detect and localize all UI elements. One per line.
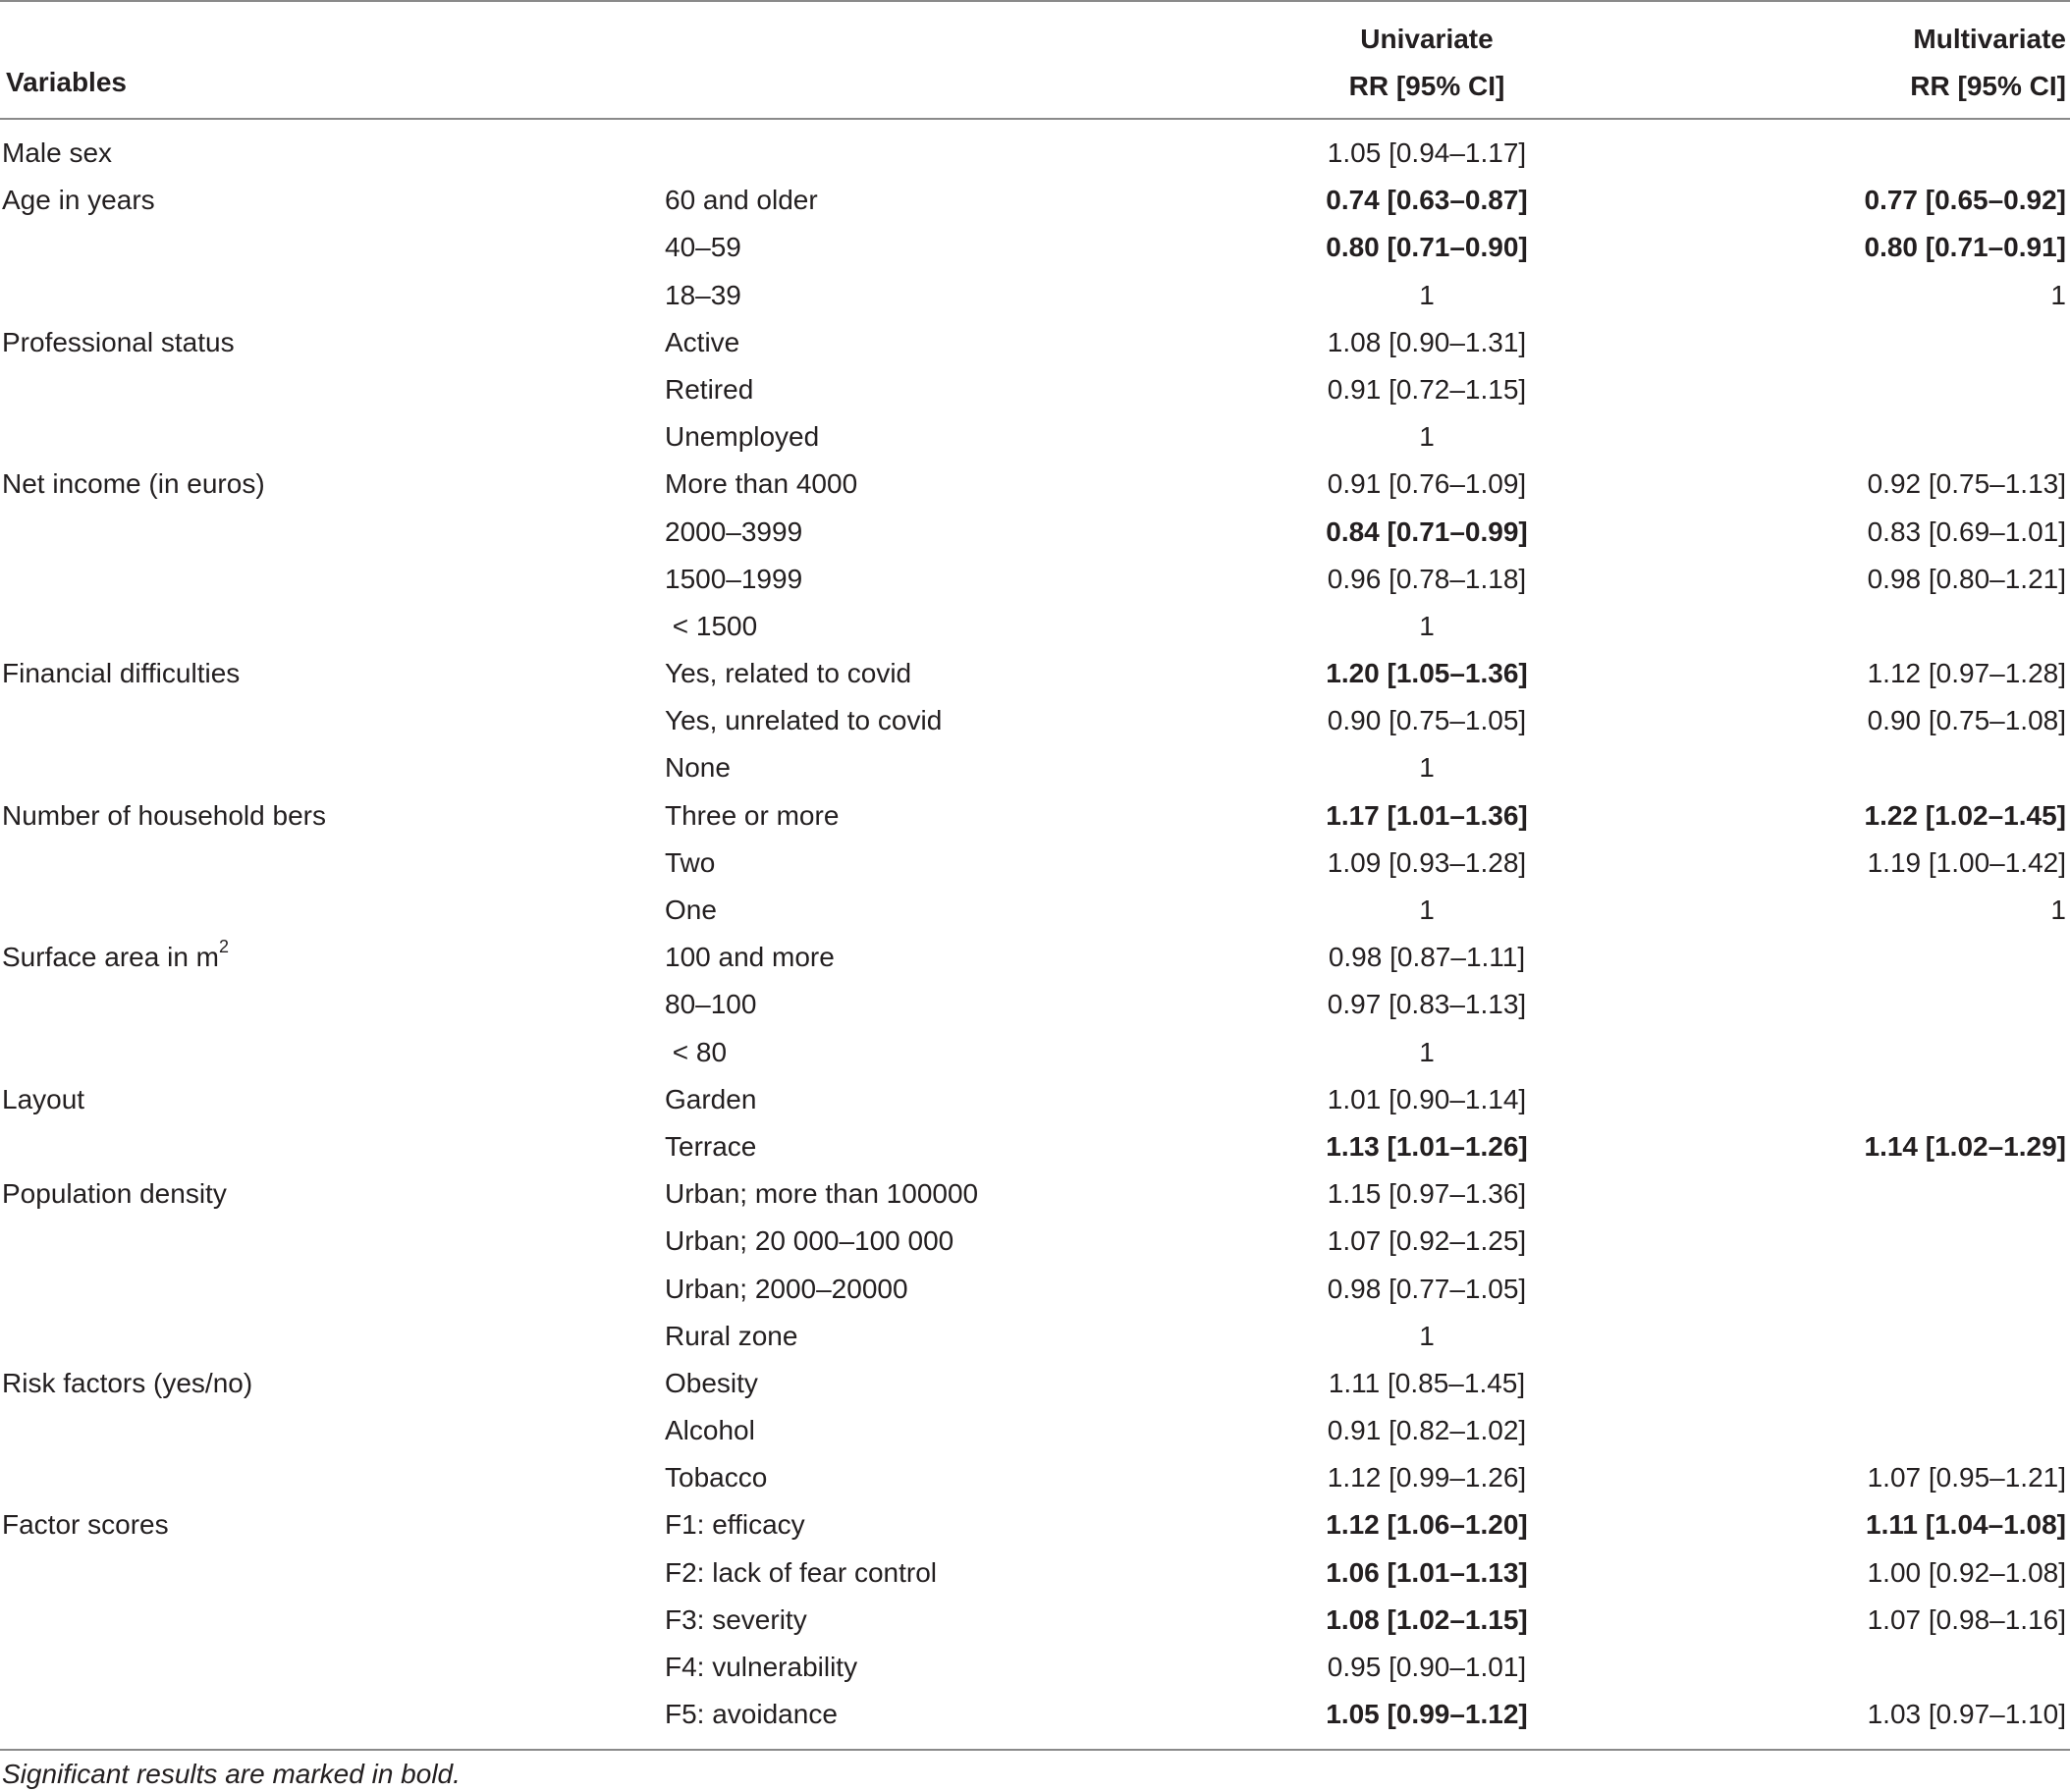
cell-univariate: 1.20 [1.05–1.36] [1326, 658, 1528, 689]
cell-univariate: 0.91 [0.76–1.09] [1327, 468, 1527, 500]
cell-univariate: 0.84 [0.71–0.99] [1326, 516, 1528, 547]
variable-label: Number of household bers [2, 799, 326, 831]
cell-variable [2, 792, 326, 840]
cell-category: F1: efficacy [665, 1509, 805, 1541]
variable-label: Population density [2, 1178, 227, 1210]
table-row [0, 887, 2070, 934]
cell-category: 18–39 [665, 279, 741, 310]
table-row [0, 1644, 2070, 1691]
variable-label: Risk factors (yes/no) [2, 1367, 253, 1398]
cell-multivariate: 1.22 [1.02–1.45] [1864, 799, 2066, 831]
table-row [0, 1691, 2070, 1738]
cell-category: Alcohol [665, 1415, 755, 1446]
cell-category: F2: lack of fear control [665, 1556, 938, 1588]
table-row [0, 1029, 2070, 1076]
cell-univariate: 0.98 [0.87–1.11] [1328, 942, 1526, 973]
cell-category: One [665, 895, 717, 925]
cell-variable [2, 319, 235, 366]
cell-univariate: 0.91 [0.82–1.02] [1327, 1415, 1527, 1446]
variable-superscript: 2 [219, 936, 230, 956]
cell-univariate: 1.01 [0.90–1.14] [1327, 1083, 1527, 1114]
header-univariate-sub: RR [95% CI] [1348, 71, 1505, 101]
cell-category: 80–100 [665, 989, 757, 1020]
table-bottom-rule [0, 1749, 2070, 1751]
cell-category: None [665, 752, 731, 784]
cell-univariate: 1.08 [0.90–1.31] [1327, 326, 1527, 357]
cell-univariate: 1.13 [1.01–1.26] [1326, 1130, 1528, 1162]
cell-multivariate: 0.98 [0.80–1.21] [1867, 563, 2066, 594]
cell-category: F5: avoidance [665, 1699, 838, 1730]
table-row [0, 366, 2070, 413]
cell-variable [2, 1501, 169, 1548]
cell-variable [2, 130, 112, 177]
table-row [0, 1549, 2070, 1597]
cell-category: 60 and older [665, 185, 818, 216]
cell-category: Three or more [665, 799, 840, 831]
table-row [0, 1407, 2070, 1454]
cell-category: Tobacco [665, 1462, 768, 1493]
cell-univariate: 0.97 [0.83–1.13] [1327, 989, 1527, 1020]
table-top-rule [0, 0, 2070, 2]
table-row [0, 792, 2070, 840]
cell-univariate: 1.12 [1.06–1.20] [1326, 1509, 1528, 1541]
variable-label: Age in years [2, 185, 155, 216]
table-row [0, 650, 2070, 697]
variable-label: Surface area in m [2, 942, 219, 973]
cell-category: More than 4000 [665, 468, 858, 500]
cell-variable [2, 934, 229, 981]
table-row [0, 1597, 2070, 1644]
cell-multivariate: 1.11 [1.04–1.08] [1866, 1509, 2066, 1541]
cell-multivariate: 1 [2050, 895, 2066, 925]
table-row [0, 272, 2070, 319]
cell-univariate: 1.09 [0.93–1.28] [1327, 846, 1527, 878]
cell-category: F4: vulnerability [665, 1652, 858, 1682]
table-row [0, 509, 2070, 556]
table-row [0, 556, 2070, 603]
cell-univariate: 0.98 [0.77–1.05] [1327, 1273, 1527, 1304]
cell-univariate: 1.05 [0.99–1.12] [1326, 1699, 1528, 1730]
cell-variable [2, 461, 265, 508]
cell-univariate: 1 [1419, 1036, 1435, 1067]
cell-univariate: 1.07 [0.92–1.25] [1327, 1225, 1527, 1257]
table-row [0, 1170, 2070, 1218]
cell-category: 40–59 [665, 232, 741, 263]
cell-category: Retired [665, 373, 754, 405]
cell-multivariate: 1.00 [0.92–1.08] [1867, 1556, 2066, 1588]
cell-multivariate: 1.07 [0.95–1.21] [1867, 1462, 2066, 1493]
header-variables: Variables [6, 67, 127, 97]
header-multivariate [1826, 16, 2070, 110]
cell-multivariate: 1.12 [0.97–1.28] [1867, 658, 2066, 689]
cell-univariate: 0.80 [0.71–0.90] [1326, 232, 1528, 263]
cell-category: Garden [665, 1083, 757, 1114]
table-row [0, 603, 2070, 650]
cell-category: Obesity [665, 1367, 758, 1398]
cell-multivariate: 0.80 [0.71–0.91] [1864, 232, 2066, 263]
cell-univariate: 1 [1419, 610, 1435, 641]
cell-univariate: 1.12 [0.99–1.26] [1327, 1462, 1527, 1493]
variable-label: Professional status [2, 326, 235, 357]
table-row [0, 1076, 2070, 1123]
cell-variable [2, 1170, 227, 1218]
table-row [0, 697, 2070, 744]
cell-category: 100 and more [665, 942, 835, 973]
cell-category: Terrace [665, 1130, 757, 1162]
variable-label: Layout [2, 1083, 85, 1114]
table-row [0, 413, 2070, 461]
cell-univariate: 1 [1419, 895, 1435, 925]
cell-category: Active [665, 326, 740, 357]
cell-category: < 1500 [665, 610, 758, 641]
cell-univariate: 1 [1419, 1320, 1435, 1351]
cell-multivariate: 0.77 [0.65–0.92] [1864, 185, 2066, 216]
cell-univariate: 0.96 [0.78–1.18] [1327, 563, 1527, 594]
cell-multivariate: 1.07 [0.98–1.16] [1867, 1603, 2066, 1635]
cell-multivariate: 1.19 [1.00–1.42] [1867, 846, 2066, 878]
cell-category: Yes, unrelated to covid [665, 705, 943, 736]
cell-category: Unemployed [665, 421, 820, 453]
cell-univariate: 1 [1419, 752, 1435, 784]
cell-univariate: 1 [1419, 421, 1435, 453]
cell-variable [2, 177, 155, 224]
header-multivariate-sub: RR [95% CI] [1910, 71, 2066, 101]
header-multivariate-title: Multivariate [1913, 24, 2066, 54]
table-row [0, 177, 2070, 224]
cell-multivariate: 1.03 [0.97–1.10] [1867, 1699, 2066, 1730]
cell-multivariate: 1 [2050, 279, 2066, 310]
cell-univariate: 1.06 [1.01–1.13] [1326, 1556, 1528, 1588]
cell-variable [2, 650, 240, 697]
variable-label: Factor scores [2, 1509, 169, 1541]
cell-multivariate: 0.92 [0.75–1.13] [1867, 468, 2066, 500]
cell-multivariate: 0.83 [0.69–1.01] [1867, 516, 2066, 547]
cell-category: Rural zone [665, 1320, 798, 1351]
variable-label: Male sex [2, 137, 113, 168]
table-footnote: Significant results are marked in bold. [2, 1759, 461, 1789]
cell-variable [2, 1076, 84, 1123]
cell-univariate: 1 [1419, 279, 1435, 310]
cell-univariate: 1.15 [0.97–1.36] [1327, 1178, 1527, 1210]
table-row [0, 1218, 2070, 1265]
cell-category: Two [665, 846, 716, 878]
table-row [0, 461, 2070, 508]
cell-variable [2, 1360, 252, 1407]
cell-univariate: 0.95 [0.90–1.01] [1327, 1652, 1527, 1682]
cell-univariate: 1.11 [0.85–1.45] [1328, 1367, 1526, 1398]
table-row [0, 1501, 2070, 1548]
table-row [0, 319, 2070, 366]
table-row [0, 1123, 2070, 1170]
cell-univariate: 1.05 [0.94–1.17] [1327, 137, 1527, 168]
table-row [0, 1360, 2070, 1407]
cell-univariate: 0.74 [0.63–0.87] [1326, 185, 1528, 216]
cell-univariate: 1.17 [1.01–1.36] [1326, 799, 1528, 831]
cell-category: < 80 [665, 1036, 728, 1067]
cell-category: Yes, related to covid [665, 658, 912, 689]
cell-multivariate: 1.14 [1.02–1.29] [1864, 1130, 2066, 1162]
table-row [0, 1454, 2070, 1501]
table-row [0, 130, 2070, 177]
cell-category: Urban; 20 000–100 000 [665, 1225, 954, 1257]
table-row [0, 1313, 2070, 1360]
header-univariate [1275, 16, 1579, 110]
cell-category: Urban; more than 100000 [665, 1178, 979, 1210]
table-row [0, 1266, 2070, 1313]
table-row [0, 840, 2070, 887]
cell-category: 2000–3999 [665, 516, 803, 547]
table-row [0, 744, 2070, 791]
header-rule [0, 118, 2070, 120]
cell-category: F3: severity [665, 1603, 807, 1635]
cell-category: Urban; 2000–20000 [665, 1273, 908, 1304]
cell-univariate: 0.90 [0.75–1.05] [1327, 705, 1527, 736]
cell-category: 1500–1999 [665, 563, 803, 594]
cell-univariate: 0.91 [0.72–1.15] [1327, 373, 1527, 405]
table-row [0, 224, 2070, 271]
header-univariate-title: Univariate [1360, 24, 1494, 54]
table-row [0, 981, 2070, 1028]
table-body [0, 130, 2070, 1738]
cell-multivariate: 0.90 [0.75–1.08] [1867, 705, 2066, 736]
cell-univariate: 1.08 [1.02–1.15] [1326, 1603, 1528, 1635]
table-row [0, 934, 2070, 981]
variable-label: Net income (in euros) [2, 468, 265, 500]
variable-label: Financial difficulties [2, 658, 241, 689]
